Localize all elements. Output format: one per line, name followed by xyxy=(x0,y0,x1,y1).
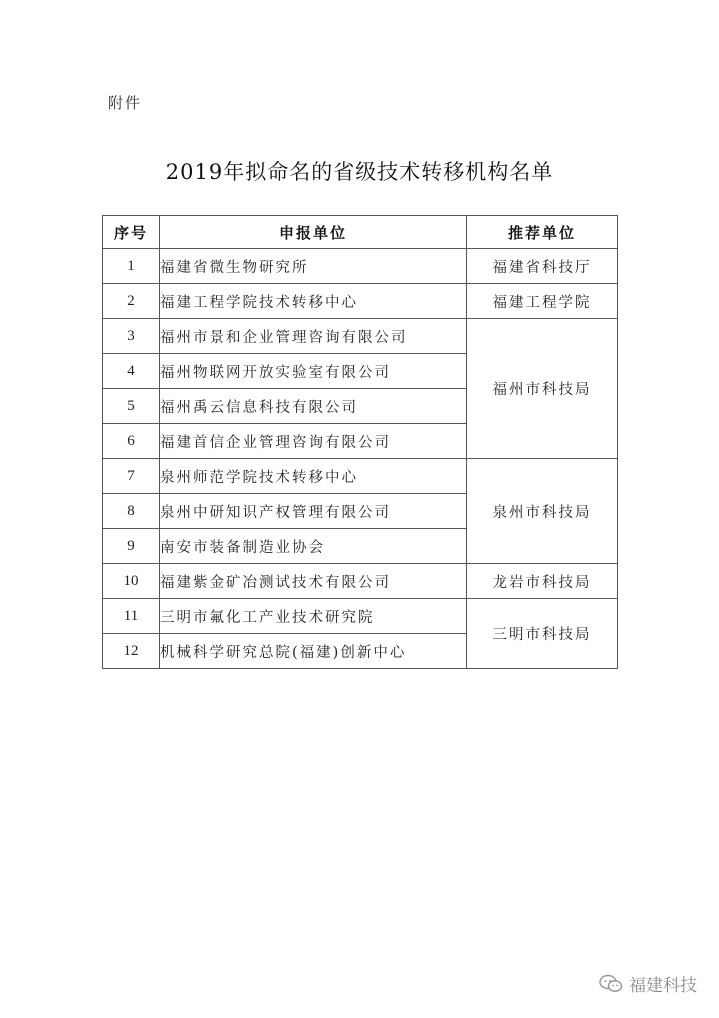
wechat-icon xyxy=(599,974,623,994)
column-header-recommender: 推荐单位 xyxy=(467,216,618,249)
document-title: 2019年拟命名的省级技术转移机构名单 xyxy=(165,160,554,184)
row-number: 12 xyxy=(103,634,160,669)
row-number: 10 xyxy=(103,564,160,599)
recommending-unit: 泉州市科技局 xyxy=(467,459,618,564)
table-row xyxy=(103,319,618,354)
column-header-applicant: 申报单位 xyxy=(160,216,467,249)
attachment-label: 附件 xyxy=(108,94,143,112)
applicant-unit: 福建首信企业管理咨询有限公司 xyxy=(160,424,467,459)
recommending-unit: 福州市科技局 xyxy=(467,319,618,459)
applicant-unit: 机械科学研究总院(福建)创新中心 xyxy=(160,634,467,669)
recommending-unit: 龙岩市科技局 xyxy=(467,564,618,599)
table-row xyxy=(103,249,618,284)
row-number: 4 xyxy=(103,354,160,389)
table-row xyxy=(103,284,618,319)
applicant-unit: 南安市装备制造业协会 xyxy=(160,529,467,564)
table-row xyxy=(103,459,618,494)
wechat-watermark xyxy=(599,971,697,996)
applicant-unit: 泉州中研知识产权管理有限公司 xyxy=(160,494,467,529)
applicant-unit: 福州物联网开放实验室有限公司 xyxy=(160,354,467,389)
applicant-unit: 福建省微生物研究所 xyxy=(160,249,467,284)
table-header-row xyxy=(103,216,618,249)
column-header-number: 序号 xyxy=(103,216,160,249)
row-number: 1 xyxy=(103,249,160,284)
row-number: 11 xyxy=(103,599,160,634)
row-number: 7 xyxy=(103,459,160,494)
applicant-unit: 福州禹云信息科技有限公司 xyxy=(160,389,467,424)
row-number: 9 xyxy=(103,529,160,564)
applicant-unit: 泉州师范学院技术转移中心 xyxy=(160,459,467,494)
row-number: 2 xyxy=(103,284,160,319)
institution-table xyxy=(102,215,618,669)
recommending-unit: 福建省科技厅 xyxy=(467,249,618,284)
row-number: 3 xyxy=(103,319,160,354)
applicant-unit: 三明市氟化工产业技术研究院 xyxy=(160,599,467,634)
row-number: 8 xyxy=(103,494,160,529)
recommending-unit: 福建工程学院 xyxy=(467,284,618,319)
row-number: 6 xyxy=(103,424,160,459)
applicant-unit: 福建紫金矿冶测试技术有限公司 xyxy=(160,564,467,599)
applicant-unit: 福州市景和企业管理咨询有限公司 xyxy=(160,319,467,354)
row-number: 5 xyxy=(103,389,160,424)
applicant-unit: 福建工程学院技术转移中心 xyxy=(160,284,467,319)
watermark-text: 福建科技 xyxy=(629,976,697,996)
table-row xyxy=(103,564,618,599)
recommending-unit: 三明市科技局 xyxy=(467,599,618,669)
table-row xyxy=(103,599,618,634)
